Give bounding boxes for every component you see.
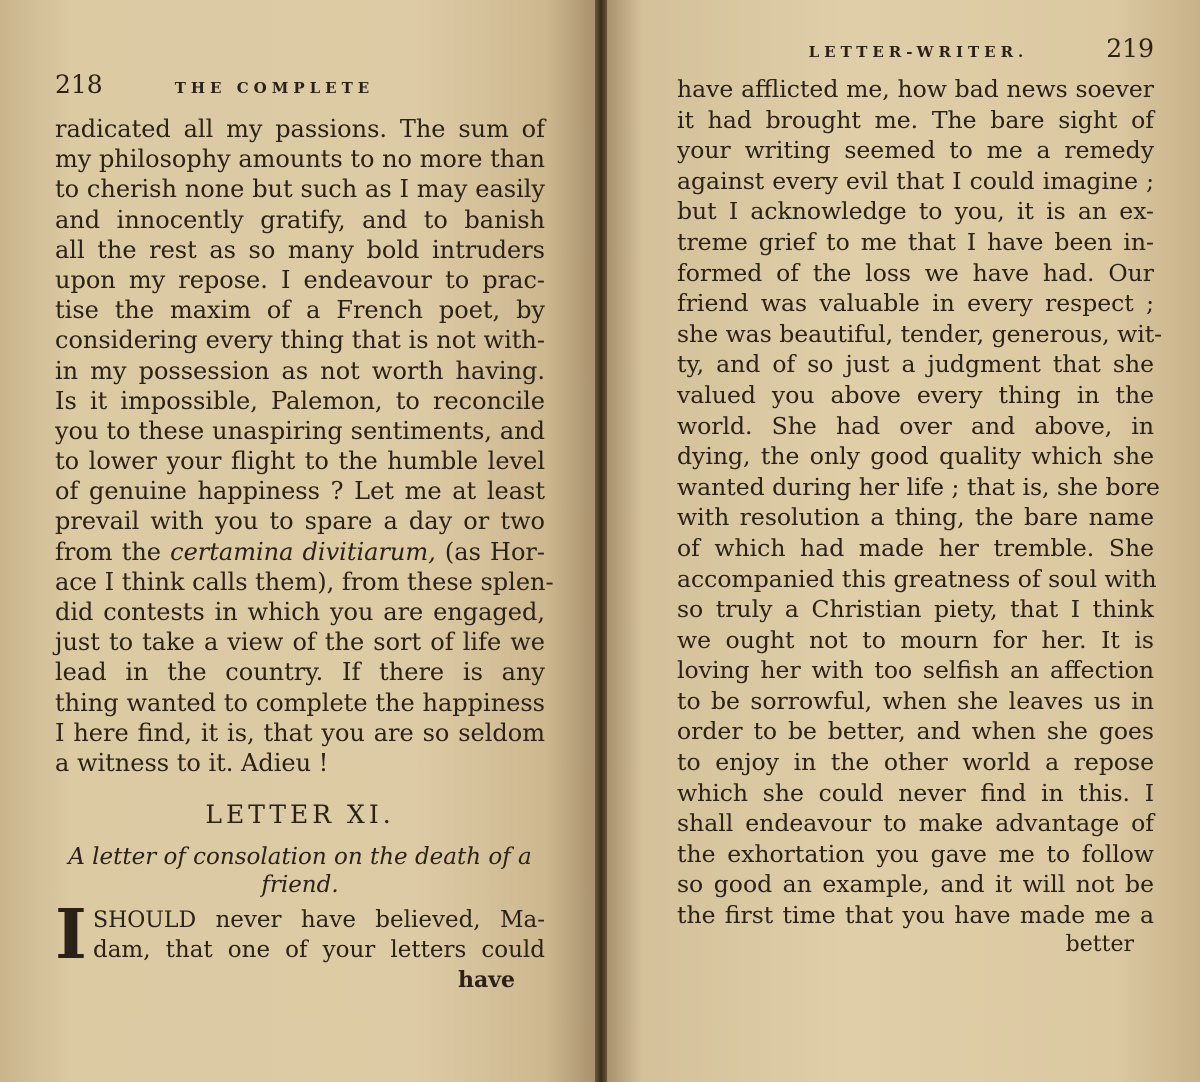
right-page-header — [677, 34, 1154, 64]
text-line: accompanied this greatness of soul with — [677, 564, 1157, 593]
left-page-header — [55, 70, 545, 100]
right-catchword: better — [1065, 931, 1134, 957]
text-line: to cherish none but such as I may easily — [55, 175, 545, 204]
text-line: order to be better, and when she goes — [677, 717, 1154, 746]
text-line: treme grief to me that I have been in- — [677, 227, 1154, 256]
text-line: friend was valuable in every respect ; — [677, 289, 1154, 318]
text-line: so truly a Christian piety, that I think — [677, 595, 1154, 624]
text-line: world. She had over and above, in — [677, 411, 1154, 440]
text-line: dam, that one of your letters could — [93, 937, 545, 964]
text-line: loving her with too selfish an affection — [677, 656, 1154, 685]
text-line: tise the maxim of a French poet, by — [55, 296, 545, 325]
text-line: to lower your flight to the humble level — [55, 447, 545, 476]
text-line: of genuine happiness ? Let me at least — [55, 477, 545, 506]
text-line: so good an example, and it will not be — [677, 870, 1154, 899]
text-line-last: a witness to it. Adieu ! — [55, 748, 329, 777]
book-gutter — [595, 0, 607, 1082]
right-running-head: LETTER-WRITER. — [808, 43, 1029, 61]
text-line: just to take a view of the sort of life we — [55, 628, 545, 657]
latin-phrase: certamina divitiarum, — [170, 537, 436, 566]
letter-subtitle: A letter of consolation on the death of a friend. — [68, 844, 532, 899]
text-line: SHOULD never have believed, Ma- — [93, 907, 545, 934]
text-line: I here find, it is, that you are so seldom — [55, 718, 545, 747]
text-line: radicated all my passions. The sum of — [55, 115, 545, 143]
text-line: shall endeavour to make advantage of — [677, 809, 1154, 838]
left-body-text — [55, 114, 554, 778]
text-line: we ought not to mourn for her. It is — [677, 625, 1154, 654]
text-line: have afflicted me, how bad news soever — [677, 75, 1154, 103]
text-line: your writing seemed to me a remedy — [677, 136, 1154, 165]
text-line: to enjoy in the other world a repose — [677, 748, 1154, 777]
text-line: upon my repose. I endeavour to prac- — [55, 265, 545, 294]
text-line: wanted during her life ; that is, she bore — [677, 472, 1160, 501]
drop-cap: I — [55, 895, 87, 976]
text-line: the first time that you have made me a — [677, 901, 1154, 930]
text-line: you to these unaspiring sentiments, and — [55, 416, 545, 445]
text-line-latin: from the certamina divitiarum, (as Hor- — [55, 537, 545, 566]
text-line: dying, the only good quality which she — [677, 442, 1154, 471]
text-line: ty, and of so just a judgment that she — [677, 350, 1154, 379]
left-page — [0, 0, 595, 1082]
text-line: prevail with you to spare a day or two — [55, 507, 545, 536]
letter-opening — [55, 895, 545, 976]
text-line: with resolution a thing, the bare name — [677, 503, 1154, 532]
text-line: and innocently gratify, and to banish — [55, 205, 545, 234]
left-page-number: 218 — [55, 70, 103, 99]
text-line: lead in the country. If there is any — [55, 658, 545, 687]
left-running-head: THE COMPLETE — [174, 79, 375, 97]
text-line: ace I think calls them), from these splen- — [55, 567, 554, 596]
right-body-text — [677, 74, 1163, 931]
text-line: of which had made her tremble. She — [677, 533, 1154, 562]
text-line: Is it impossible, Palemon, to reconcile — [55, 386, 545, 415]
text-line: the exhortation you gave me to follow — [677, 839, 1154, 868]
text-line: all the rest as so many bold intruders — [55, 235, 545, 264]
left-catchword: have — [457, 966, 515, 993]
text-line: in my possession as not worth having. — [55, 356, 545, 385]
text-line: but I acknowledge to you, it is an ex- — [677, 197, 1154, 226]
text-line: which she could never find in this. I — [677, 778, 1154, 807]
text-line: thing wanted to complete the happiness — [55, 688, 545, 717]
text-line: valued you above every thing in the — [677, 380, 1154, 409]
right-page-number: 219 — [1106, 34, 1154, 63]
text-line: my philosophy amounts to no more than — [55, 145, 545, 174]
right-page — [607, 0, 1200, 1082]
text-line: considering every thing that is not with- — [55, 326, 545, 355]
text-line: against every evil that I could imagine ; — [677, 166, 1154, 195]
text-line: she was beautiful, tender, generous, wit- — [677, 319, 1163, 348]
text-line: did contests in which you are engaged, — [55, 598, 545, 626]
text-line: it had brought me. The bare sight of — [677, 105, 1154, 134]
letter-heading: LETTER XI. — [205, 800, 395, 830]
text-line: formed of the loss we have had. Our — [677, 258, 1154, 287]
text-line: to be sorrowful, when she leaves us in — [677, 686, 1154, 715]
